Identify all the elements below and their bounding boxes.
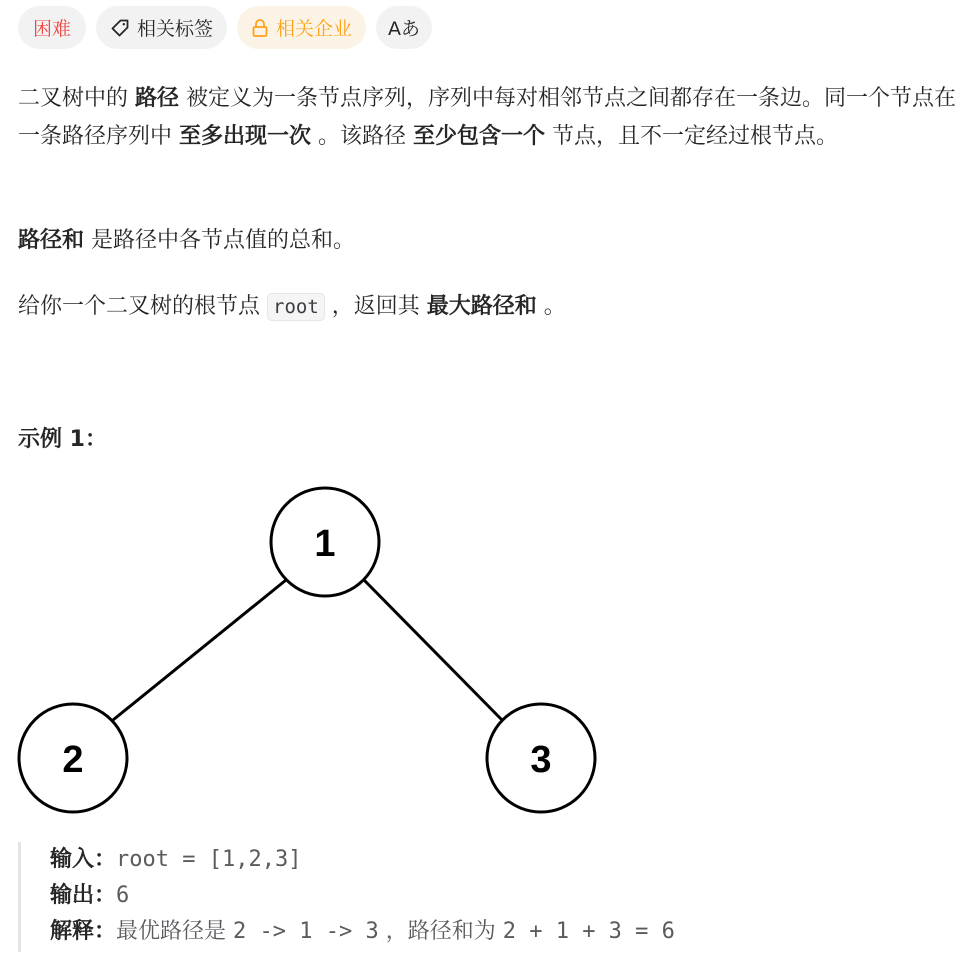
difficulty-label: 困难 xyxy=(33,18,72,40)
output-label: 输出： xyxy=(50,883,117,908)
emphasis-path-sum: 路径和 xyxy=(18,228,85,253)
input-label: 输入： xyxy=(50,847,117,872)
tag-row xyxy=(18,6,432,49)
example-explanation-line xyxy=(50,914,838,950)
emphasis-path: 路径 xyxy=(135,86,180,111)
text: 。 xyxy=(536,294,566,319)
tree-node-root-label: 1 xyxy=(314,523,336,565)
tree-edge-1-2 xyxy=(113,580,286,720)
related-companies-button[interactable] xyxy=(237,6,366,49)
difficulty-badge[interactable] xyxy=(18,6,86,49)
tree-node-right-label: 3 xyxy=(530,739,552,781)
description-paragraph-3 xyxy=(18,288,960,326)
description-paragraph-2 xyxy=(18,222,960,260)
translate-icon: Aあ xyxy=(388,18,421,40)
inline-code-root: root xyxy=(267,293,325,321)
example-title: 示例 1： xyxy=(18,427,107,452)
text: ，返回其 xyxy=(324,294,427,319)
explanation-label: 解释： xyxy=(50,919,117,944)
explanation-path: 2 -> 1 -> 3 xyxy=(233,919,379,944)
example-output-line xyxy=(50,878,838,914)
example-input-line xyxy=(50,842,838,878)
emphasis-at-least-one: 至少包含一个 xyxy=(413,124,546,149)
lock-icon xyxy=(251,18,269,38)
translate-button[interactable] xyxy=(376,6,432,49)
related-tags-button[interactable] xyxy=(96,6,227,49)
text: 节点，且不一定经过根节点。 xyxy=(545,124,839,149)
tree-node-left-label: 2 xyxy=(62,739,84,781)
input-value: root = [1,2,3] xyxy=(116,847,302,872)
related-tags-label: 相关标签 xyxy=(137,18,214,40)
tree-edge-1-3 xyxy=(364,580,502,720)
emphasis-max-path-sum: 最大路径和 xyxy=(426,294,537,319)
tag-icon xyxy=(110,18,130,38)
text: 给你一个二叉树的根节点 xyxy=(18,294,267,319)
description-paragraph-1 xyxy=(18,80,960,156)
text: 被定义为一条节点序列，序列中每对相邻节点之间都存在一条边。同一个节点在一条路径序列中 xyxy=(18,86,957,149)
binary-tree-diagram xyxy=(0,482,620,822)
explanation-text: 最优路径是 xyxy=(116,919,234,944)
text: 二叉树中的 xyxy=(18,86,135,111)
text: 。该路径 xyxy=(311,124,414,149)
text: 是路径中各节点值的总和。 xyxy=(84,228,356,253)
related-companies-label: 相关企业 xyxy=(276,18,353,40)
example-block xyxy=(18,842,838,952)
explanation-sum: 2 + 1 + 3 = 6 xyxy=(502,919,675,944)
explanation-mid: ，路径和为 xyxy=(378,919,503,944)
output-value: 6 xyxy=(116,883,130,908)
emphasis-at-most-once: 至多出现一次 xyxy=(179,124,312,149)
